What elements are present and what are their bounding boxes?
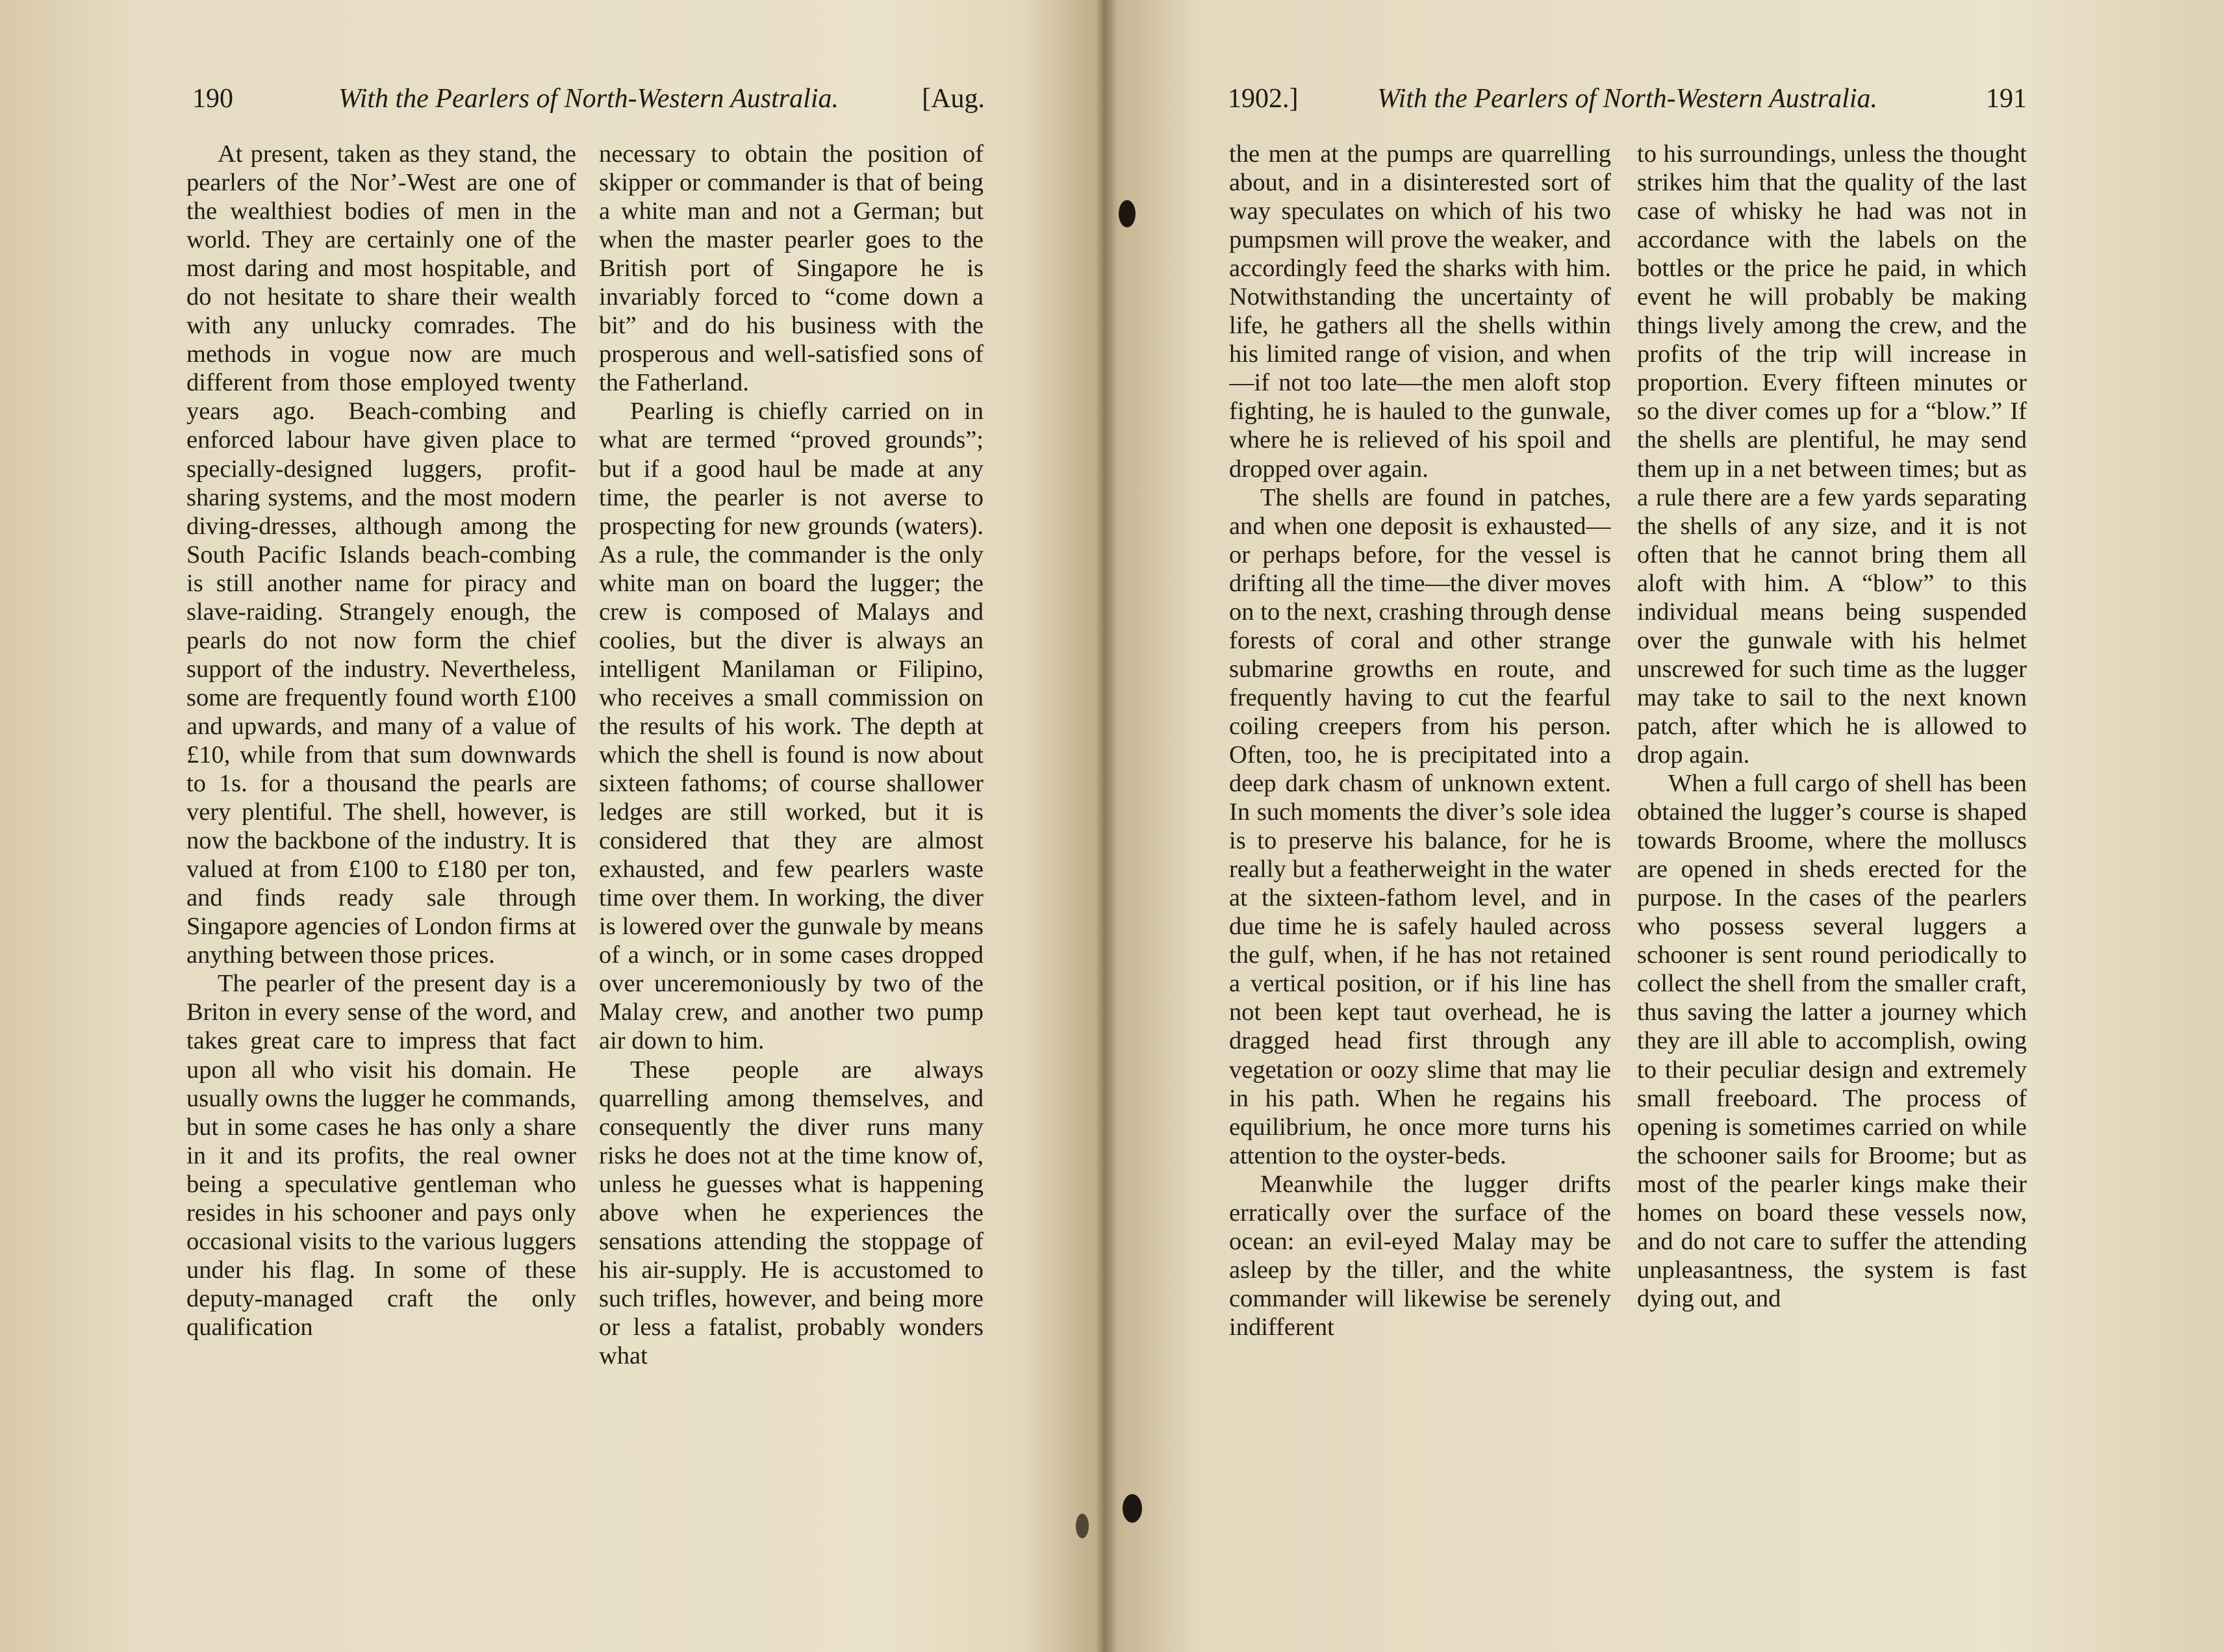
paragraph: the men at the pumps are quarrelling about, and in a disinterested sort of way speculates on which of his two pumpsmen will prove the weaker, and accordingly feed the sharks with him. Notwithstanding the uncertainty of life, he gathers all the shells within his limited range of vision, and when—if not too late—the men aloft stop fighting, he is hauled to the gunwale, where he is relieved of his spoil and dropped over again. bbox=[1229, 140, 1611, 483]
paragraph: At present, taken as they stand, the pearlers of the Nor’-West are one of the wealthiest bodies of men in the world. They are certainly one of the most daring and most hospitable, and do not hesitate to share their wealth with any unlucky comrades. The methods in vogue now are much different from those employed twenty years ago. Beach-combing and enforced labour have given place to specially-designed luggers, profit-sharing systems, and the most modern diving-dresses, although among the South Pacific Islands beach-combing is still another name for piracy and slave-raiding. Strangely enough, the pearls do not now form the chief support of the industry. Nevertheless, some are frequently found worth £100 and upwards, and many of a value of £10, while from that sum downwards to 1s. for a thousand the pearls are very plentiful. The shell, however, is now the backbone of the industry. It is valued at from £100 to £180 per ton, and finds ready sale through Singapore agencies of London firms at anything between those prices. bbox=[186, 140, 576, 969]
left-column-1 bbox=[186, 140, 576, 1579]
paragraph: necessary to obtain the position of skipper or commander is that of being a white man and not a German; but when the master pearler goes to the British port of Singapore he is invariably forced to “come down a bit” and do his business with the prosperous and well-satisfied sons of the Fatherland. bbox=[599, 140, 984, 397]
left-running-title: With the Pearlers of North-Western Australia. bbox=[338, 84, 839, 114]
paragraph: to his surroundings, unless the thought strikes him that the quality of the last case of whisky he had was not in accordance with the labels on the bottles or the price he paid, in which event he will probably be making things lively among the crew, and the profits of the trip will increase in proportion. Every fifteen minutes or so the diver comes up for a “blow.” If the shells are plentiful, he may send them up in a net between times; but as a rule there are a few yards separating the shells of any size, and it is not often that he cannot bring them all aloft with him. A “blow” to this individual means being suspended over the gunwale with his helmet unscrewed for such time as the lugger may take to sail to the next known patch, after which he is allowed to drop again. bbox=[1637, 140, 2027, 769]
right-page-header bbox=[1228, 83, 2027, 129]
right-page-number: 191 bbox=[1986, 84, 2027, 114]
paragraph: Pearling is chiefly carried on in what are termed “proved grounds”; but if a good haul be made at any time, the pearler is not averse to prospecting for new grounds (waters). As a rule, the commander is the only white man on board the lugger; the crew is composed of Malays and coolies, but the diver is always an intelligent Manilaman or Filipino, who receives a small commission on the results of his work. The depth at which the shell is found is now about sixteen fathoms; of course shallower ledges are still worked, but it is considered that they are almost exhausted, and few pearlers waste time over them. In working, the diver is lowered over the gunwale by means of a winch, or in some cases dropped over unceremoniously by two of the Malay crew, and another two pump air down to him. bbox=[599, 398, 984, 1055]
right-year: 1902.] bbox=[1228, 84, 1299, 114]
left-column-2 bbox=[599, 140, 984, 1579]
paragraph: The shells are found in patches, and when one deposit is exhausted—or perhaps before, for the vessel is drifting all the time—the diver moves on to the next, crashing through dense forests of coral and other strange submarine growths en route, and frequently having to cut the fearful coiling creepers from his person. Often, too, he is precipitated into a deep dark chasm of unknown extent. In such moments the diver’s sole idea is to preserve his balance, for he is really but a featherweight in the water at the sixteen-fathom level, and in due time he is safely hauled across the gulf, when, if he has not retained a vertical position, or if his line has not been kept taut overhead, he is dragged head first through any vegetation or oozy slime that may lie in his path. When he regains his equilibrium, he once more turns his attention to the oyster-beds. bbox=[1229, 483, 1611, 1169]
left-page bbox=[0, 0, 1098, 1652]
paragraph: The pearler of the present day is a Briton in every sense of the word, and takes great care to impress that fact upon all who visit his domain. He usually owns the lugger he commands, but in some cases he has only a share in it and its profits, the real owner being a speculative gentleman who resides in his schooner and pays only occasional visits to the various luggers under his flag. In some of these deputy-managed craft the only qualification bbox=[186, 970, 576, 1341]
paragraph: When a full cargo of shell has been obtained the lugger’s course is shaped towards Broome, where the molluscs are opened in sheds erected for the purpose. In the cases of the pearlers who possess several luggers a schooner is sent round periodically to collect the shell from the smaller craft, thus saving the latter a journey which they are ill able to accomplish, owing to their peculiar design and extremely small freeboard. The process of opening is sometimes carried on while the schooner sails for Broome; but as most of the pearler kings make their homes on board these vessels now, and do not care to suffer the attending unpleasantness, the system is fast dying out, and bbox=[1637, 770, 2027, 1312]
right-page bbox=[1104, 0, 2223, 1652]
left-page-header bbox=[192, 83, 985, 129]
paragraph: These people are always quarrelling among themselves, and consequently the diver runs many risks he does not at the time know of, unless he guesses what is happening above when he experiences the sensations attending the stoppage of his air-supply. He is accustomed to such trifles, however, and being more or less a fatalist, probably wonders what bbox=[599, 1056, 984, 1369]
right-running-title: With the Pearlers of North-Western Australia. bbox=[1377, 84, 1877, 114]
left-page-number: 190 bbox=[192, 84, 233, 114]
left-month: [Aug. bbox=[922, 84, 985, 114]
right-column-2 bbox=[1637, 140, 2027, 1579]
right-column-1 bbox=[1229, 140, 1611, 1579]
paragraph: Meanwhile the lugger drifts erratically over the surface of the ocean: an evil-eyed Malay may be asleep by the tiller, and the white commander will likewise be serenely indifferent bbox=[1229, 1170, 1611, 1341]
